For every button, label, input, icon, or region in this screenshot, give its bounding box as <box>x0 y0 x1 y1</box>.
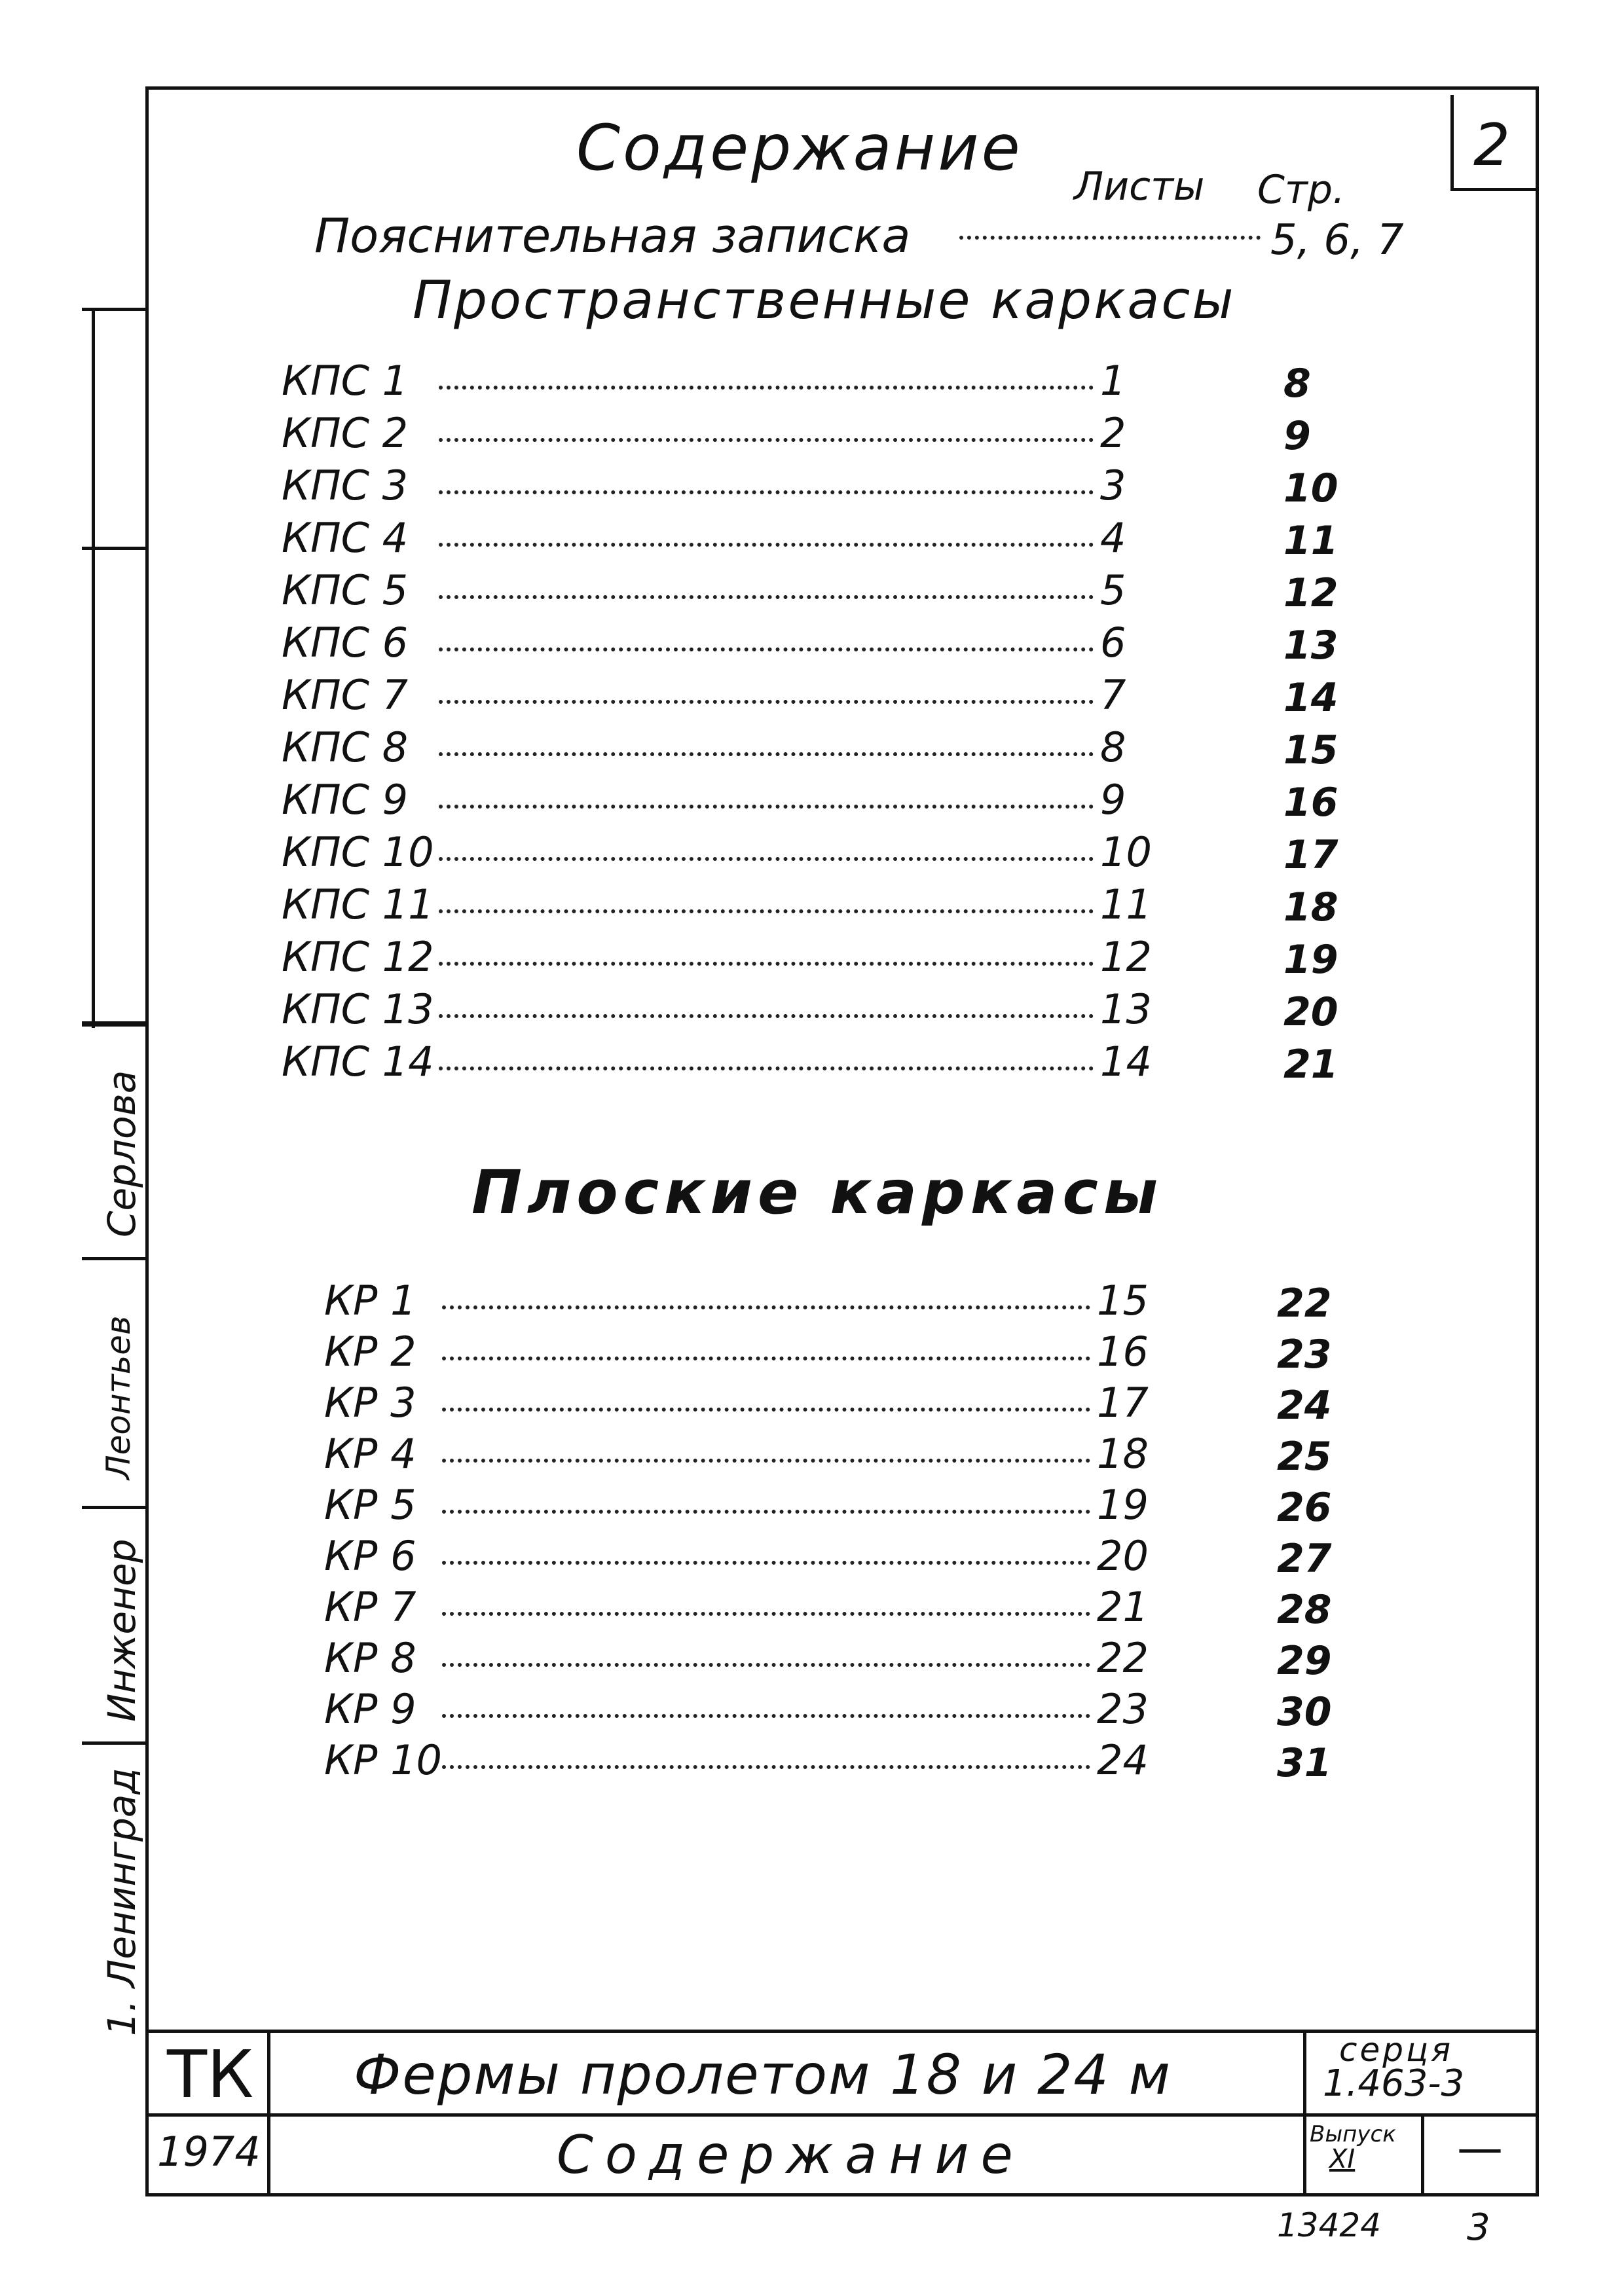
spatial-frame-sheet-number: 3 <box>1100 462 1126 509</box>
flat-frame-code: КР 6 <box>324 1532 416 1580</box>
contents-row <box>324 1634 1372 1686</box>
leader-dots <box>442 1343 1090 1360</box>
margin-stamp-divider <box>82 1257 147 1260</box>
title-block-line <box>145 2193 1536 2196</box>
flat-frame-page-number: 29 <box>1277 1638 1332 1684</box>
title-block-code: ТК <box>167 2036 254 2113</box>
spatial-frame-sheet-number: 1 <box>1100 357 1126 405</box>
spatial-frame-code: КПС 2 <box>282 409 409 457</box>
contents-row <box>282 723 1338 776</box>
flat-frame-code: КР 7 <box>324 1583 416 1631</box>
series-label: серця <box>1339 2031 1454 2069</box>
flat-frame-code: КР 10 <box>324 1736 443 1784</box>
margin-stamp-line <box>92 308 95 1028</box>
spatial-frame-sheet-number: 5 <box>1100 566 1126 614</box>
spatial-frame-sheet-number: 12 <box>1100 933 1152 981</box>
spatial-frame-page-number: 18 <box>1283 884 1338 930</box>
leader-dots <box>439 687 1094 704</box>
leader-dots <box>439 739 1094 756</box>
spatial-frame-code: КПС 10 <box>282 828 434 876</box>
section-title-spatial-frames: Пространственные каркасы <box>413 270 1236 331</box>
margin-stamp-divider <box>82 1506 147 1509</box>
contents-row <box>282 1038 1338 1090</box>
spatial-frame-sheet-number: 10 <box>1100 828 1152 876</box>
contents-row <box>324 1430 1372 1482</box>
spatial-frame-sheet-number: 13 <box>1100 985 1152 1033</box>
leader-dots <box>439 792 1094 809</box>
contents-row <box>282 985 1338 1038</box>
leader-dots <box>439 844 1094 861</box>
contents-row <box>282 881 1338 933</box>
leader-dots <box>442 1292 1090 1309</box>
spatial-frame-page-number: 12 <box>1283 570 1338 616</box>
spatial-frame-sheet-number: 2 <box>1100 409 1126 457</box>
spatial-frame-sheet-number: 8 <box>1100 723 1126 771</box>
flat-frame-page-number: 22 <box>1277 1281 1332 1326</box>
leader-dots <box>442 1548 1090 1565</box>
contents-row <box>324 1532 1372 1584</box>
spatial-frame-code: КПС 5 <box>282 566 409 614</box>
leader-dots <box>442 1701 1090 1718</box>
inventory-sheet: 3 <box>1467 2206 1490 2249</box>
contents-row <box>282 409 1329 462</box>
series-number: 1.463-3 <box>1323 2062 1465 2105</box>
leader-dots <box>442 1650 1090 1667</box>
margin-stamp-divider <box>82 1741 147 1745</box>
margin-stamp-name: Серлова <box>100 1070 144 1237</box>
spatial-frame-page-number: 19 <box>1283 937 1338 983</box>
contents-row <box>282 462 1338 514</box>
title-block-subtitle: Содержание <box>557 2124 1025 2185</box>
column-header-pages: Стр. <box>1257 167 1346 213</box>
contents-row <box>282 671 1338 723</box>
spatial-frame-sheet-number: 6 <box>1100 619 1126 666</box>
margin-stamp-divider <box>82 308 147 311</box>
leader-dots <box>442 1497 1090 1514</box>
contents-row <box>324 1379 1372 1431</box>
title-block-line <box>267 2030 270 2196</box>
spatial-frame-code: КПС 1 <box>282 357 409 405</box>
contents-row <box>324 1277 1372 1329</box>
contents-row <box>282 566 1338 619</box>
spatial-frame-code: КПС 3 <box>282 462 409 509</box>
contents-row <box>324 1583 1372 1635</box>
flat-frame-sheet-number: 20 <box>1097 1532 1149 1580</box>
column-header-sheets: Листы <box>1074 164 1205 210</box>
spatial-frame-code: КПС 9 <box>282 776 409 824</box>
leader-dots <box>442 1752 1090 1769</box>
flat-frame-page-number: 23 <box>1277 1332 1332 1377</box>
flat-frame-page-number: 30 <box>1277 1689 1332 1735</box>
margin-stamp-city: 1. Ленинград <box>100 1768 144 2036</box>
spatial-frame-sheet-number: 11 <box>1100 881 1152 928</box>
issue-number: XI <box>1329 2144 1356 2174</box>
spatial-frame-sheet-number: 9 <box>1100 776 1126 824</box>
contents-row <box>282 357 1329 409</box>
spatial-frame-sheet-number: 4 <box>1100 514 1126 562</box>
margin-stamp-divider <box>82 1021 147 1027</box>
spatial-frame-page-number: 16 <box>1283 780 1338 826</box>
spatial-frame-code: КПС 11 <box>282 881 434 928</box>
margin-stamp-divider <box>82 547 147 550</box>
spatial-frame-page-number: 20 <box>1283 989 1338 1035</box>
flat-frame-page-number: 27 <box>1277 1536 1332 1582</box>
leader-dots <box>959 236 1261 240</box>
spatial-frame-page-number: 17 <box>1283 832 1338 878</box>
section-title-flat-frames: Плоские каркасы <box>471 1157 1164 1228</box>
contents-row <box>324 1481 1372 1533</box>
leader-dots <box>439 582 1094 599</box>
flat-frame-code: КР 9 <box>324 1685 416 1733</box>
flat-frame-sheet-number: 17 <box>1097 1379 1149 1427</box>
spatial-frame-page-number: 13 <box>1283 623 1338 668</box>
flat-frame-sheet-number: 24 <box>1097 1736 1149 1784</box>
spatial-frame-code: КПС 4 <box>282 514 409 562</box>
spatial-frame-page-number: 10 <box>1283 465 1338 511</box>
page-title: Содержание <box>576 111 1023 185</box>
flat-frame-sheet-number: 16 <box>1097 1328 1149 1376</box>
flat-frame-sheet-number: 15 <box>1097 1277 1149 1324</box>
flat-frame-sheet-number: 22 <box>1097 1634 1149 1682</box>
flat-frame-code: КР 2 <box>324 1328 416 1376</box>
contents-row <box>282 776 1338 828</box>
flat-frame-sheet-number: 23 <box>1097 1685 1149 1733</box>
flat-frame-sheet-number: 21 <box>1097 1583 1149 1631</box>
title-block-line <box>145 2113 1536 2117</box>
spatial-frame-code: КПС 8 <box>282 723 409 771</box>
page-number: 2 <box>1473 111 1510 179</box>
leader-dots <box>442 1599 1090 1616</box>
flat-frame-page-number: 26 <box>1277 1485 1332 1531</box>
spatial-frame-page-number: 15 <box>1283 727 1338 773</box>
leader-dots <box>439 1001 1094 1018</box>
issue-label: Выпуск <box>1310 2121 1396 2147</box>
contents-row <box>282 514 1338 566</box>
spatial-frame-page-number: 11 <box>1283 518 1338 564</box>
spatial-frame-code: КПС 14 <box>282 1038 434 1085</box>
leader-dots <box>439 373 1094 390</box>
contents-row <box>282 933 1338 985</box>
spatial-frame-code: КПС 6 <box>282 619 409 666</box>
spatial-frame-page-number: 9 <box>1283 413 1311 459</box>
leader-dots <box>439 1053 1094 1070</box>
contents-row <box>282 828 1338 881</box>
spatial-frame-code: КПС 7 <box>282 671 409 719</box>
spatial-frame-code: КПС 12 <box>282 933 434 981</box>
flat-frame-page-number: 28 <box>1277 1587 1332 1633</box>
contents-row <box>324 1736 1372 1789</box>
flat-frame-code: КР 1 <box>324 1277 416 1324</box>
contents-row <box>324 1328 1372 1380</box>
explanatory-note-pages: 5, 6, 7 <box>1270 216 1404 264</box>
spatial-frame-code: КПС 13 <box>282 985 434 1033</box>
flat-frame-page-number: 31 <box>1277 1740 1332 1786</box>
flat-frame-sheet-number: 19 <box>1097 1481 1149 1529</box>
leader-dots <box>442 1446 1090 1463</box>
title-block-title: Фермы пролетом 18 и 24 м <box>354 2043 1172 2107</box>
title-block-line <box>1303 2030 1306 2196</box>
leader-dots <box>439 530 1094 547</box>
title-block-line <box>145 2030 1536 2033</box>
spatial-frame-page-number: 21 <box>1283 1042 1338 1087</box>
title-block-year: 1974 <box>157 2128 261 2176</box>
contents-row <box>282 619 1338 671</box>
margin-stamp-signature: Леонтьев <box>100 1315 138 1480</box>
title-block-line <box>1421 2113 1424 2196</box>
leader-dots <box>439 896 1094 913</box>
title-block-dash: — <box>1457 2121 1503 2175</box>
leader-dots <box>442 1394 1090 1412</box>
explanatory-note-label: Пояснительная записка <box>314 208 911 263</box>
flat-frame-code: КР 8 <box>324 1634 416 1682</box>
contents-row <box>324 1685 1372 1738</box>
leader-dots <box>439 477 1094 494</box>
flat-frame-sheet-number: 18 <box>1097 1430 1149 1478</box>
flat-frame-code: КР 5 <box>324 1481 416 1529</box>
flat-frame-page-number: 24 <box>1277 1383 1332 1429</box>
spatial-frame-sheet-number: 14 <box>1100 1038 1152 1085</box>
inventory-number: 13424 <box>1277 2206 1382 2244</box>
flat-frame-code: КР 3 <box>324 1379 416 1427</box>
leader-dots <box>439 425 1094 442</box>
spatial-frame-page-number: 14 <box>1283 675 1338 721</box>
flat-frame-code: КР 4 <box>324 1430 416 1478</box>
leader-dots <box>439 634 1094 651</box>
spatial-frame-sheet-number: 7 <box>1100 671 1126 719</box>
margin-stamp-role: Инженер <box>100 1539 144 1722</box>
leader-dots <box>439 949 1094 966</box>
flat-frame-page-number: 25 <box>1277 1434 1332 1480</box>
spatial-frame-page-number: 8 <box>1283 361 1311 407</box>
